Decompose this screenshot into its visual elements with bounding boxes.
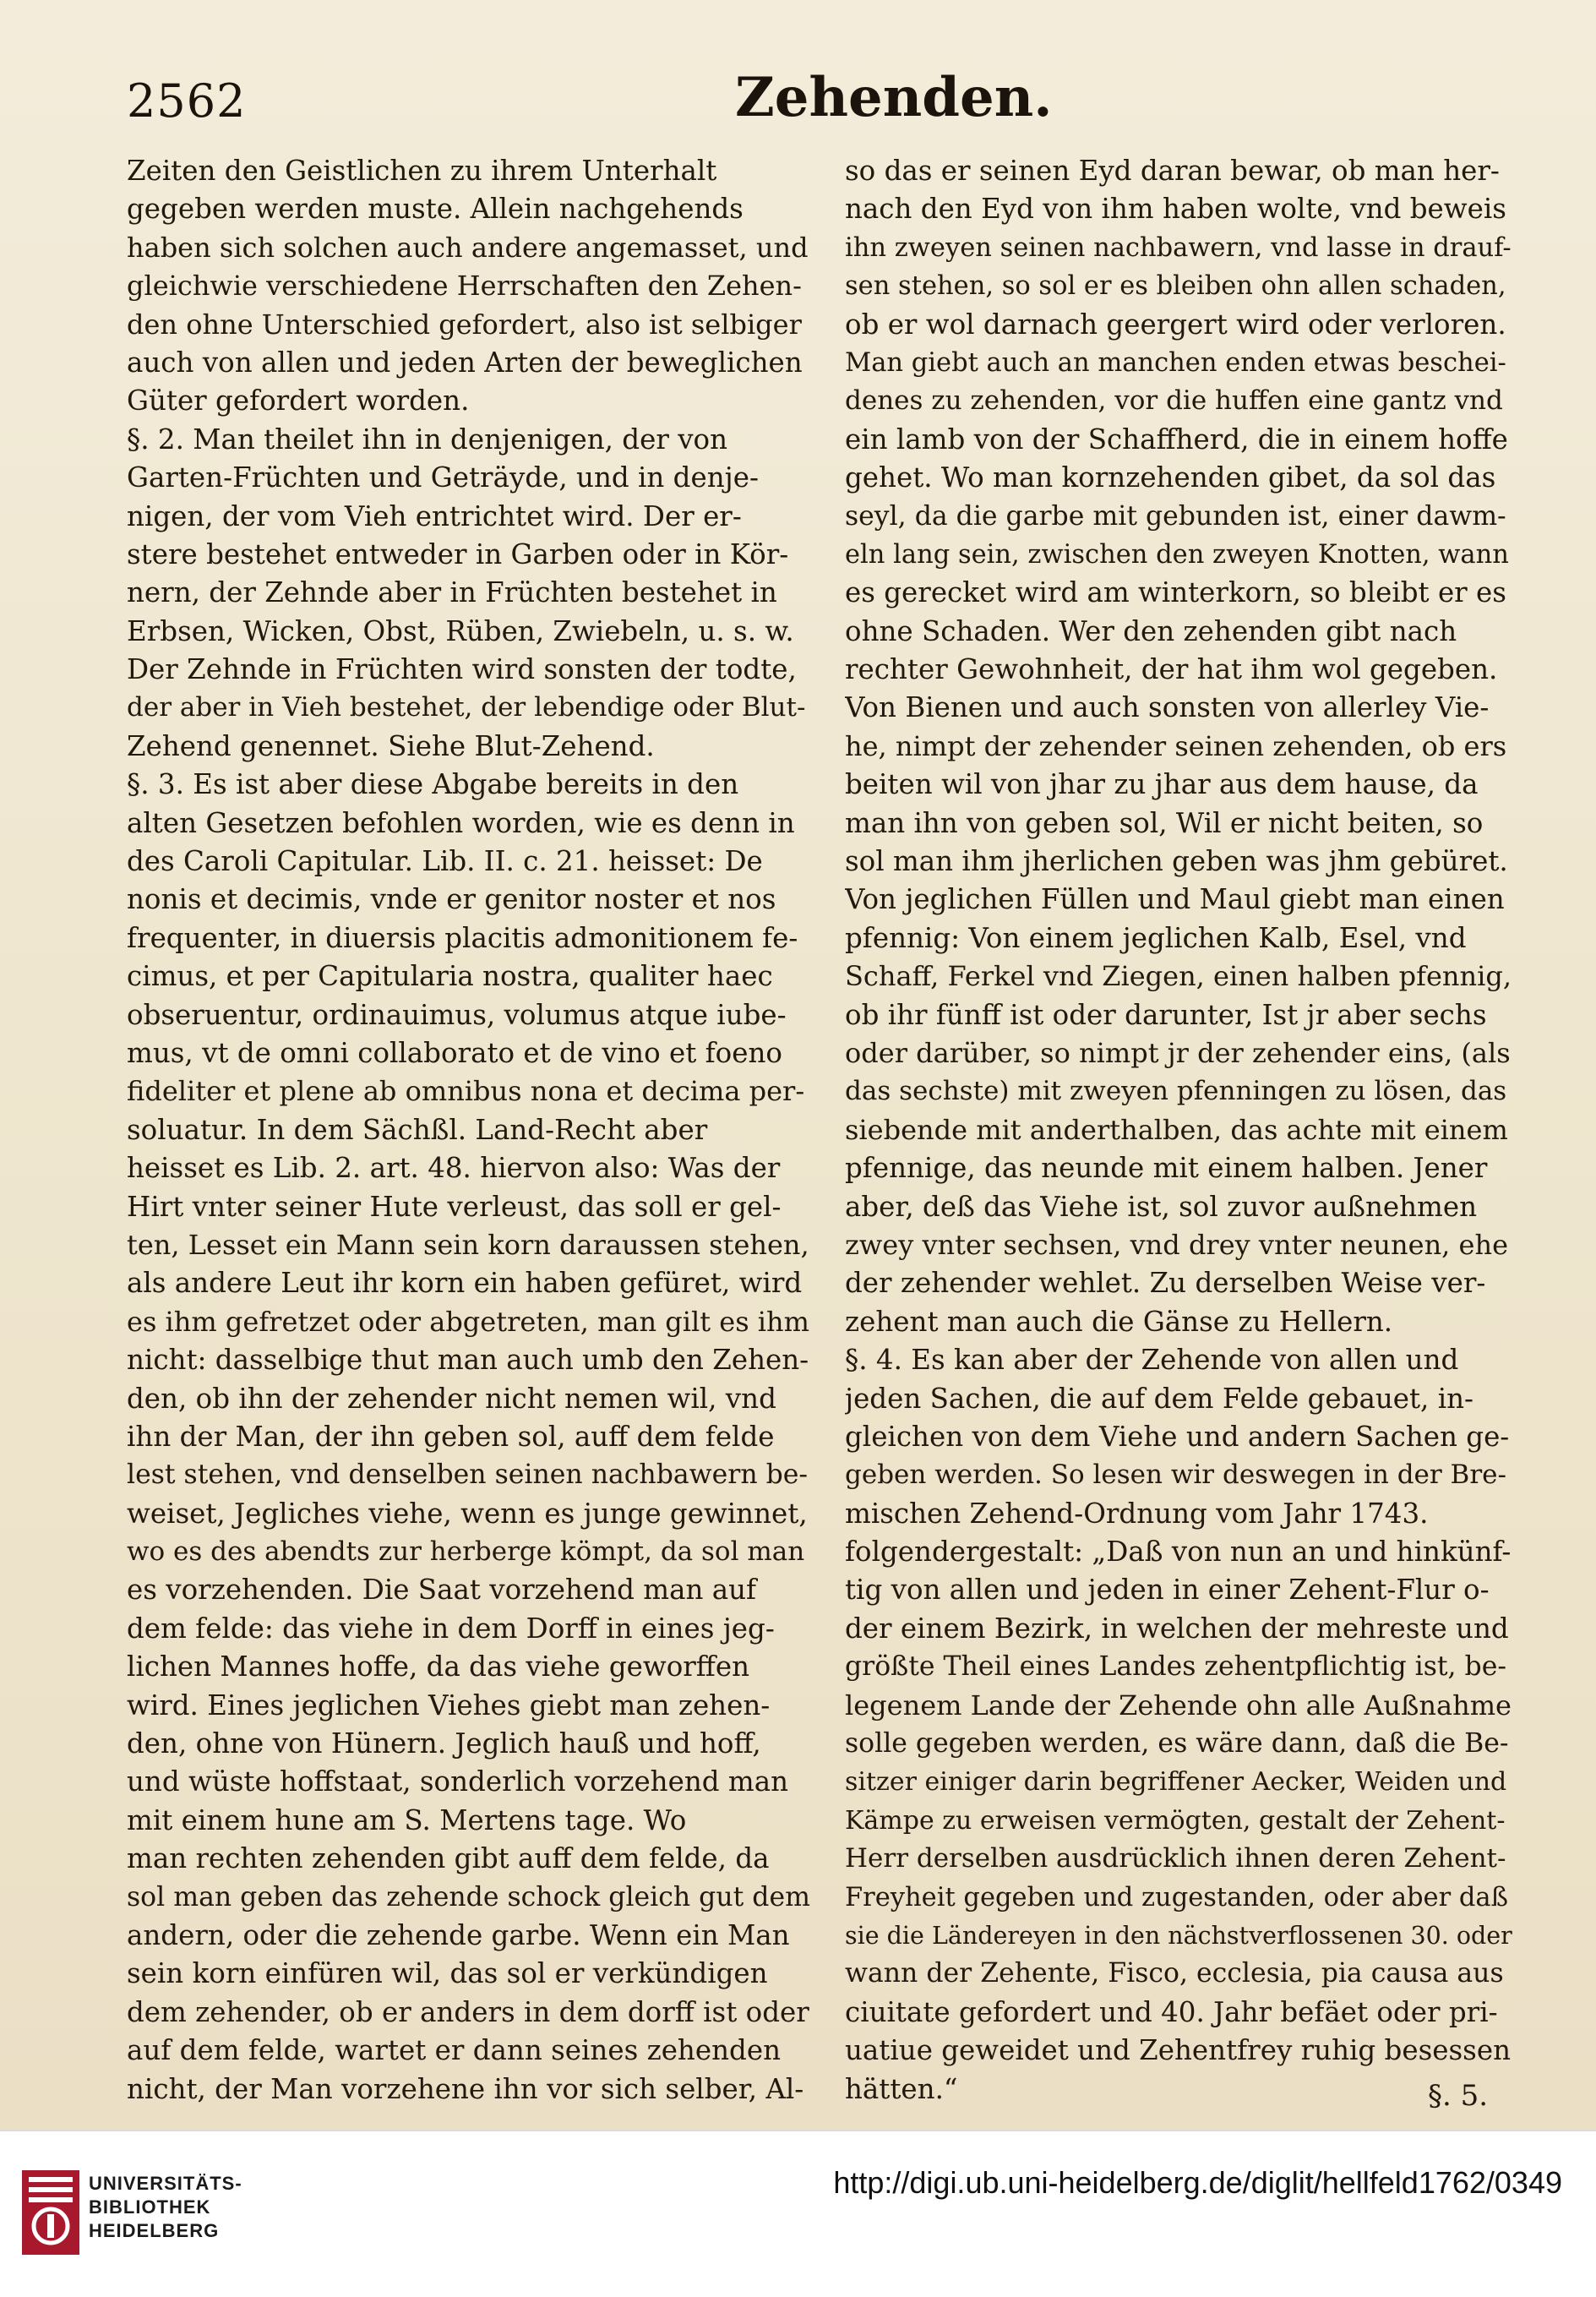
library-name-line: HEIDELBERG [89,2220,220,2241]
text-line: ob er wol darnach geergert wird oder verloren. [845,308,1506,341]
text-line: lest stehen, vnd denselben seinen nachbawern be- [127,1459,809,1491]
text-line: denes zu zehenden, vor die huffen eine gantz vnd [845,385,1503,417]
text-line: haben sich solchen auch andere angemasset, und [127,231,809,264]
text-line: stere bestehet entweder in Garben oder in Kör- [127,537,789,570]
page-header [127,59,1512,152]
text-line: soluatur. In dem Sächßl. Land-Recht aber [127,1113,708,1146]
text-line: sie die Ländereyen in den nächstverflossenen 30. oder [845,1921,1512,1950]
text-line: Von Bienen und auch sonsten von allerley Vie- [845,691,1490,724]
text-line: zwey vnter sechsen, vnd drey vnter neunen, ehe [845,1228,1508,1261]
text-line: hätten.“ [845,2072,958,2105]
text-line: Kämpe zu erweisen vermögten, gestalt der Zehent- [845,1805,1506,1836]
text-line: beiten wil von jhar zu jhar aus dem hause, da [845,768,1479,801]
text-line: es ihm gefretzet oder abgetreten, man gilt es ihm [127,1305,809,1338]
text-line: den, ohne von Hünern. Jeglich hauß und hoff, [127,1727,761,1760]
text-line: wo es des abendts zur herberge kömpt, da sol man [127,1536,805,1568]
text-line: ob ihr fünff ist oder darunter, Ist jr aber sechs [845,998,1487,1031]
text-line: das sechste) mit zweyen pfenningen zu lösen, das [845,1076,1507,1107]
text-line: fideliter et plene ab omnibus nona et decima per- [127,1075,805,1108]
text-line: ten, Lesset ein Mann sein korn daraussen stehen, [127,1228,809,1261]
text-line: man rechten zehenden gibt auff dem felde, da [127,1842,770,1875]
text-line: wann der Zehente, Fisco, ecclesia, pia causa aus [845,1958,1504,1989]
text-line: dem zehender, ob er anders in dem dorff ist oder [127,1995,809,2028]
text-line: der einem Bezirk, in welchen der mehreste und [845,1612,1509,1645]
text-line: aber, deß das Viehe ist, sol zuvor außnehmen [845,1190,1478,1223]
right-text-column [845,152,1512,2109]
text-line: größte Theil eines Landes zehentpflichtig ist, be- [845,1651,1507,1683]
text-line: alten Gesetzen befohlen worden, wie es denn in [127,806,795,839]
text-line: gehet. Wo man kornzehenden gibet, da sol das [845,461,1496,494]
text-line: es vorzehenden. Die Saat vorzehend man auf [127,1574,757,1607]
text-line: tig von allen und jeden in einer Zehent-Flur o- [845,1574,1490,1607]
text-line: Garten-Früchten und Geträyde, und in denje- [127,461,759,494]
text-line: Schaff, Ferkel vnd Ziegen, einen halben pfennig, [845,960,1512,993]
source-url[interactable]: http://digi.ub.uni-heidelberg.de/diglit/hellfeld1762/0349 [833,2165,1562,2200]
text-line: jeden Sachen, die auf dem Felde gebauet, in- [845,1382,1474,1415]
text-line: §. 2. Man theilet ihn in denjenigen, der von [127,423,728,456]
text-line: mit einem hune am S. Mertens tage. Wo [127,1803,687,1836]
library-name-line: UNIVERSITÄTS- [89,2173,242,2194]
text-line: Freyheit gegeben und zugestanden, oder aber daß [845,1882,1508,1912]
text-line: zehent man auch die Gänse zu Hellern. [845,1305,1393,1338]
text-line: rechter Gewohnheit, der hat ihm wol gegeben. [845,653,1498,686]
text-line: nicht: dasselbige thut man auch umb den Zehen- [127,1344,809,1377]
text-line: auf dem felde, wartet er dann seines zehenden [127,2034,782,2067]
text-line: seyl, da die garbe mit gebunden ist, einer dawm- [845,500,1506,532]
text-line: sein korn einfüren wil, das sol er verkündigen [127,1957,768,1990]
text-line: pfennige, das neunde mit einem halben. Jener [845,1152,1488,1185]
text-line: gleichwie verschiedene Herrschaften den Zehen- [127,270,802,303]
text-line: frequenter, in diuersis placitis admonitionem fe- [127,921,798,954]
text-line: gleichen von dem Viehe und andern Sachen ge- [845,1420,1510,1453]
text-line: nern, der Zehnde aber in Früchten bestehet in [127,576,777,609]
text-line: uatiue geweidet und Zehentfrey ruhig besessen [845,2034,1512,2067]
university-seal-icon [17,2167,84,2258]
text-line: he, nimpt der zehender seinen zehenden, ob ers [845,729,1507,762]
text-line: des Caroli Capitular. Lib. II. c. 21. heisset: De [127,845,763,878]
text-line: Herr derselben ausdrücklich ihnen deren Zehent- [845,1843,1506,1874]
text-line: eln lang sein, zwischen den zweyen Knotten, wann [845,539,1509,570]
text-line: andern, oder die zehende garbe. Wenn ein Man [127,1918,790,1951]
text-line: lichen Mannes hoffe, da das viehe geworffen [127,1650,750,1683]
text-line: so das er seinen Eyd daran bewar, ob man her- [845,155,1500,187]
text-line: sitzer einiger darin begriffener Aecker, Weiden und [845,1767,1507,1798]
text-line: man ihn von geben sol, Wil er nicht beiten, so [845,806,1484,839]
text-line: sol man geben das zehende schock gleich gut dem [127,1881,810,1912]
text-line: es gerecket wird am winterkorn, so bleibt er es [845,576,1506,609]
page-number: 2562 [127,74,247,128]
library-name [89,2172,242,2243]
text-line: den, ob ihn der zehender nicht nemen wil, vnd [127,1382,776,1415]
text-line: legenem Lande der Zehende ohn alle Außnahme [845,1689,1512,1721]
text-line: Zeiten den Geistlichen zu ihrem Unterhalt [127,155,717,187]
text-line: der aber in Vieh bestehet, der lebendige oder Blut- [127,692,806,723]
text-line: auch von allen und jeden Arten der beweglichen [127,346,803,379]
text-line: §. 3. Es ist aber diese Abgabe bereits in den [127,768,739,801]
text-line: Zehend genennet. Siehe Blut-Zehend. [127,729,655,762]
text-line: siebende mit anderthalben, das achte mit einem [845,1113,1508,1146]
text-line: cimus, et per Capitularia nostra, qualiter haec [127,960,773,993]
text-line: Güter gefordert worden. [127,385,470,417]
text-line: nonis et decimis, vnde er genitor noster et nos [127,883,776,916]
text-line: sol man ihm jherlichen geben was jhm gebüret. [845,845,1508,878]
text-line: weiset, Jegliches viehe, wenn es junge gewinnet, [127,1497,808,1530]
text-line: obseruentur, ordinauimus, volumus atque iube- [127,998,787,1031]
text-line: als andere Leut ihr korn ein haben gefüret, wird [127,1267,803,1300]
text-line: solle gegeben werden, es wäre dann, daß die Be- [845,1728,1509,1760]
text-line: Der Zehnde in Früchten wird sonsten der todte, [127,653,797,686]
text-line: der zehender wehlet. Zu derselben Weise ver- [845,1267,1486,1300]
text-line: oder darüber, so nimpt jr der zehender eins, (als [845,1036,1511,1069]
text-line: pfennig: Von einem jeglichen Kalb, Esel, vnd [845,921,1467,954]
left-text-column [127,152,811,2109]
library-name-line: BIBLIOTHEK [89,2196,211,2218]
text-line: folgendergestalt: „Daß von nun an und hinkünf- [845,1536,1512,1569]
text-line: ein lamb von der Schaffherd, die in einem hoffe [845,423,1508,456]
text-line: Erbsen, Wicken, Obst, Rüben, Zwiebeln, u. s. w. [127,614,794,647]
text-line: Man giebt auch an manchen enden etwas beschei- [845,347,1506,378]
text-line: nigen, der vom Vieh entrichtet wird. Der er- [127,499,742,532]
text-line: den ohne Unterschied gefordert, also ist selbiger [127,308,802,341]
text-line: §. 4. Es kan aber der Zehende von allen und [845,1344,1459,1377]
text-line: nach den Eyd von ihm haben wolte, vnd beweis [845,193,1506,226]
running-head: Zehenden. [735,66,1053,129]
text-line: wird. Eines jeglichen Viehes giebt man zehen- [127,1689,771,1721]
text-line: ohne Schaden. Wer den zehenden gibt nach [845,614,1457,647]
text-line: nicht, der Man vorzehene ihn vor sich selber, Al- [127,2072,804,2105]
text-line: geben werden. So lesen wir deswegen in der Bre- [845,1459,1506,1491]
text-line: gegeben werden muste. Allein nachgehends [127,193,744,226]
text-line: heisset es Lib. 2. art. 48. hiervon also: Was der [127,1152,781,1185]
text-line: Von jeglichen Füllen und Maul giebt man einen [845,883,1505,916]
text-line: und wüste hoffstaat, sonderlich vorzehend man [127,1765,789,1798]
text-line: ihn zweyen seinen nachbawern, vnd lasse in drauf- [845,232,1512,263]
text-line: mischen Zehend-Ordnung vom Jahr 1743. [845,1497,1429,1530]
digitization-footer [0,2130,1596,2297]
catchword: §. 5. [1428,2079,1489,2113]
text-line: mus, vt de omni collaborato et de vino et foeno [127,1036,782,1069]
text-line: Hirt vnter seiner Hute verleust, das soll er gel- [127,1190,782,1223]
text-line: ciuitate gefordert und 40. Jahr befäet oder pri- [845,1995,1498,2028]
text-line: dem felde: das viehe in dem Dorff in eines jeg- [127,1612,775,1645]
text-line: ihn der Man, der ihn geben sol, auff dem felde [127,1420,775,1453]
text-line: sen stehen, so sol er es bleiben ohn allen schaden, [845,271,1506,302]
